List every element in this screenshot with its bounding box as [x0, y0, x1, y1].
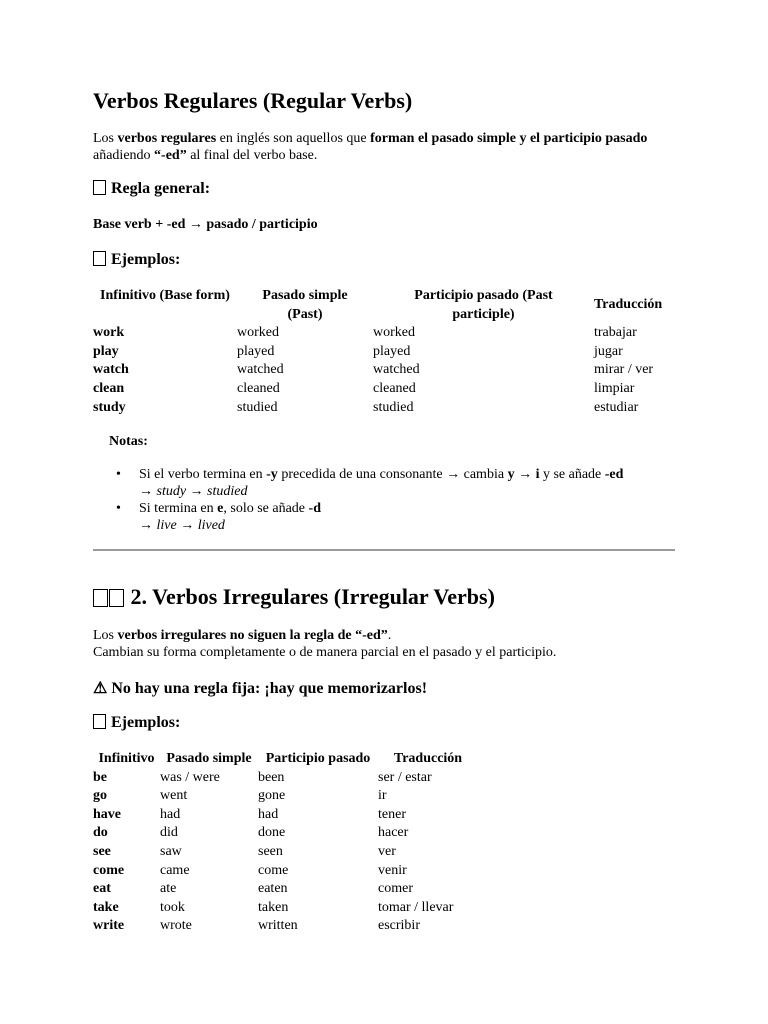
regular-verbs-table	[93, 287, 675, 417]
table-row	[93, 343, 675, 362]
table-cell: had	[160, 806, 181, 822]
table-cell: studied	[237, 399, 278, 415]
table-cell: come	[93, 862, 125, 878]
table-cell: clean	[93, 380, 125, 396]
table-cell: wrote	[160, 918, 192, 934]
table-row	[93, 880, 478, 899]
section2-title: 2. Verbos Irregulares (Irregular Verbs)	[93, 584, 495, 610]
rule-heading: Regla general:	[93, 180, 210, 198]
table-cell: saw	[160, 843, 182, 859]
rule-text: Base verb + -ed → pasado / participio	[93, 217, 318, 232]
table-header: Pasado simple	[166, 751, 252, 766]
table-cell: ir	[378, 788, 387, 804]
table-cell: tomar / llevar	[378, 899, 454, 915]
table-cell: watched	[237, 362, 284, 378]
table-cell: ser / estar	[378, 769, 432, 785]
table-cell: seen	[258, 843, 283, 859]
table-header-row	[93, 750, 478, 769]
section1-intro: Los verbos regulares en inglés son aquellos que forman el pasado simple y el participio pasado añadiendo “-ed” al final del verbo base.	[93, 131, 648, 163]
table-cell: play	[93, 343, 119, 359]
examples-heading-2: Ejemplos:	[93, 714, 180, 732]
table-cell: come	[258, 862, 289, 878]
table-cell: done	[258, 825, 286, 841]
table-cell: eat	[93, 881, 111, 897]
missing-glyph-icon	[93, 714, 106, 729]
bullet-icon: •	[116, 501, 121, 516]
table-header: Traducción	[393, 751, 463, 766]
table-row	[93, 399, 675, 418]
table-cell: was / were	[160, 769, 220, 785]
list-item: • Si el verbo termina en -y precedida de una consonante → cambia y → i y se añade -ed → study → studied	[116, 467, 624, 499]
table-header: Infinitivo (Base form)	[100, 288, 230, 303]
table-cell: study	[93, 399, 126, 415]
table-header-row	[93, 287, 675, 324]
table-cell: watch	[93, 362, 129, 378]
section-divider	[93, 549, 675, 551]
table-cell: work	[93, 325, 125, 341]
table-row	[93, 324, 675, 343]
table-cell: came	[160, 862, 190, 878]
table-cell: trabajar	[594, 325, 637, 341]
table-cell: comer	[378, 881, 413, 897]
table-cell: go	[93, 788, 107, 804]
table-cell: took	[160, 899, 185, 915]
table-cell: written	[258, 918, 298, 934]
table-cell: tener	[378, 806, 406, 822]
notes-list	[93, 466, 675, 534]
bullet-icon: •	[116, 467, 121, 482]
table-cell: write	[93, 918, 125, 934]
table-cell: worked	[373, 325, 415, 341]
table-cell: taken	[258, 899, 289, 915]
table-header: Pasado simple (Past)	[262, 288, 348, 322]
table-row	[93, 843, 478, 862]
table-cell: mirar / ver	[594, 362, 654, 378]
table-cell: estudiar	[594, 399, 639, 415]
table-cell: ver	[378, 843, 396, 859]
table-cell: be	[93, 769, 107, 785]
table-cell: had	[258, 806, 279, 822]
missing-glyph-icon	[93, 180, 106, 195]
table-cell: eaten	[258, 881, 288, 897]
table-header: Participio pasado	[265, 751, 371, 766]
section2-intro: Los verbos irregulares no siguen la regla de “-ed”. Cambian su forma completamente o de manera parcial en el pasado y el participio.	[93, 628, 557, 660]
table-cell: been	[258, 769, 285, 785]
table-cell: watched	[373, 362, 420, 378]
table-row	[93, 787, 478, 806]
table-row	[93, 380, 675, 399]
table-cell: hacer	[378, 825, 409, 841]
table-cell: cleaned	[237, 380, 280, 396]
table-cell: venir	[378, 862, 407, 878]
table-row	[93, 361, 675, 380]
table-row	[93, 824, 478, 843]
table-header: Traducción	[594, 297, 663, 313]
table-cell: did	[160, 825, 178, 841]
table-row	[93, 899, 478, 918]
table-cell: gone	[258, 788, 286, 804]
table-cell: went	[160, 788, 188, 804]
table-cell: ate	[160, 881, 177, 897]
section1-title: Verbos Regulares (Regular Verbs)	[93, 88, 413, 113]
warning-heading: ⚠ No hay una regla fija: ¡hay que memorizarlos!	[93, 680, 428, 697]
table-header: Infinitivo	[98, 751, 155, 766]
table-row	[93, 917, 478, 936]
table-row	[93, 862, 478, 881]
table-cell: escribir	[378, 918, 420, 934]
table-cell: worked	[237, 325, 279, 341]
table-cell: take	[93, 899, 119, 915]
table-cell: studied	[373, 399, 414, 415]
list-item: • Si termina en e, solo se añade -d → live → lived	[116, 501, 321, 533]
missing-glyph-icon	[109, 589, 124, 607]
table-cell: have	[93, 806, 121, 822]
notes-label: Notas:	[109, 434, 148, 449]
examples-heading: Ejemplos:	[93, 251, 180, 269]
table-cell: played	[237, 343, 275, 359]
table-cell: jugar	[594, 343, 623, 359]
missing-glyph-icon	[93, 251, 106, 266]
irregular-verbs-table	[93, 750, 478, 936]
missing-glyph-icon	[93, 589, 108, 607]
table-header: Participio pasado (Past participle)	[414, 288, 553, 322]
table-cell: do	[93, 825, 108, 841]
table-cell: cleaned	[373, 380, 416, 396]
table-row	[93, 806, 478, 825]
table-cell: see	[93, 843, 111, 859]
table-row	[93, 769, 478, 788]
table-cell: played	[373, 343, 411, 359]
table-cell: limpiar	[594, 380, 635, 396]
